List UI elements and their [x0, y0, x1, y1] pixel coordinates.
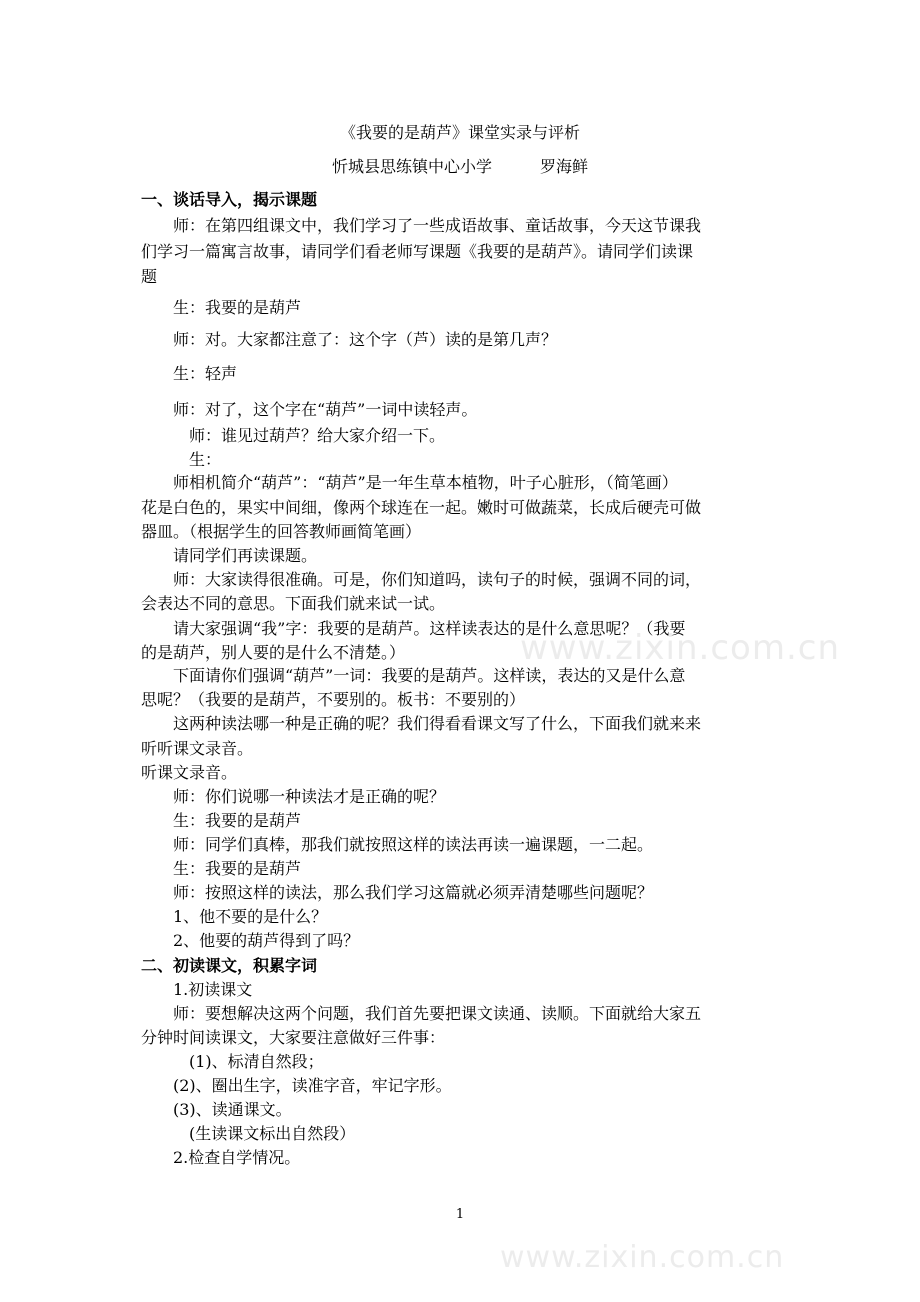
paragraph-line: 会表达不同的意思。下面我们就来试一试。: [141, 594, 446, 613]
watermark: www.zixin.com.cn: [520, 628, 840, 668]
section-heading: 一、谈话导入，揭示课题: [141, 190, 318, 209]
paragraph-line: 的是葫芦，别人要的是什么不清楚。）: [141, 643, 406, 662]
document-title: 《我要的是葫芦》课堂实录与评析: [339, 123, 580, 142]
paragraph-line: 题: [141, 267, 158, 286]
paragraph-line: (生读课文标出自然段）: [141, 1124, 356, 1143]
paragraph-line: 生：: [141, 450, 222, 469]
paragraph-line: 2.检查自学情况。: [141, 1148, 301, 1167]
section-heading: 二、初读课文，积累字词: [141, 956, 318, 975]
paragraph-line: 下面请你们强调“葫芦”一词：我要的是葫芦。这样读，表达的又是什么意: [141, 666, 686, 685]
paragraph-line: 2、他要的葫芦得到了吗？: [141, 931, 360, 950]
paragraph-line: 1、他不要的是什么？: [141, 907, 328, 926]
paragraph-line: 听课文录音。: [141, 763, 238, 782]
paragraph-line: 师：同学们真棒，那我们就按照这样的读法再读一遍课题，一二起。: [141, 835, 654, 854]
document-byline: 忻城县思练镇中心小学 罗海鲜: [331, 157, 588, 176]
paragraph-line: 听听课文录音。: [141, 739, 254, 758]
paragraph-line: 师：对了，这个字在“葫芦”一词中读轻声。: [141, 400, 478, 419]
paragraph-line: 思呢？（我要的是葫芦，不要别的。板书：不要别的）: [141, 690, 526, 709]
paragraph-line: 师：对。大家都注意了：这个字（芦）读的是第几声？: [141, 330, 558, 349]
paragraph-line: 师：你们说哪一种读法才是正确的呢？: [141, 787, 446, 806]
paragraph-line: 1.初读课文: [141, 980, 253, 999]
paragraph-line: 师：谁见过葫芦？给大家介绍一下。: [141, 426, 446, 445]
paragraph-line: 生：轻声: [141, 364, 238, 383]
paragraph-line: 请同学们再读课题。: [141, 546, 318, 565]
paragraph-line: 生：我要的是葫芦: [141, 859, 302, 878]
paragraph-line: 器皿。（根据学生的回答教师画简笔画）: [141, 522, 422, 541]
paragraph-line: 分钟时间读课文，大家要注意做好三件事：: [141, 1028, 446, 1047]
paragraph-line: 们学习一篇寓言故事，请同学们看老师写课题《我要的是葫芦》。请同学们读课: [141, 242, 694, 261]
watermark: www.zixin.com.cn: [500, 1240, 785, 1275]
paragraph-line: 生：我要的是葫芦: [141, 811, 302, 830]
paragraph-line: 师：在第四组课文中，我们学习了一些成语故事、童话故事，今天这节课我: [141, 216, 702, 235]
paragraph-line: (2)、圈出生字，读准字音，牢记字形。: [141, 1076, 452, 1095]
paragraph-line: 师：要想解决这两个问题，我们首先要把课文读通、读顺。下面就给大家五: [141, 1004, 702, 1023]
paragraph-line: 请大家强调“我”字：我要的是葫芦。这样读表达的是什么意思呢？（我要: [141, 619, 686, 638]
paragraph-line: 花是白色的，果实中间细，像两个球连在一起。嫩时可做蔬菜，长成后硬壳可做: [141, 498, 702, 517]
paragraph-line: 这两种读法哪一种是正确的呢？我们得看看课文写了什么，下面我们就来来: [141, 714, 702, 733]
paragraph-line: (3)、读通课文。: [141, 1100, 292, 1119]
paragraph-line: (1)、标清自然段；: [141, 1052, 324, 1071]
paragraph-line: 师：大家读得很准确。可是，你们知道吗，读句子的时候，强调不同的词，: [141, 570, 702, 589]
paragraph-line: 师：按照这样的读法，那么我们学习这篇就必须弄清楚哪些问题呢？: [141, 883, 654, 902]
page-number: 1: [455, 1207, 465, 1222]
paragraph-line: 生：我要的是葫芦: [141, 298, 302, 317]
paragraph-line: 师相机简介“葫芦”：“葫芦”是一年生草本植物，叶子心脏形，（简笔画）: [141, 473, 678, 492]
